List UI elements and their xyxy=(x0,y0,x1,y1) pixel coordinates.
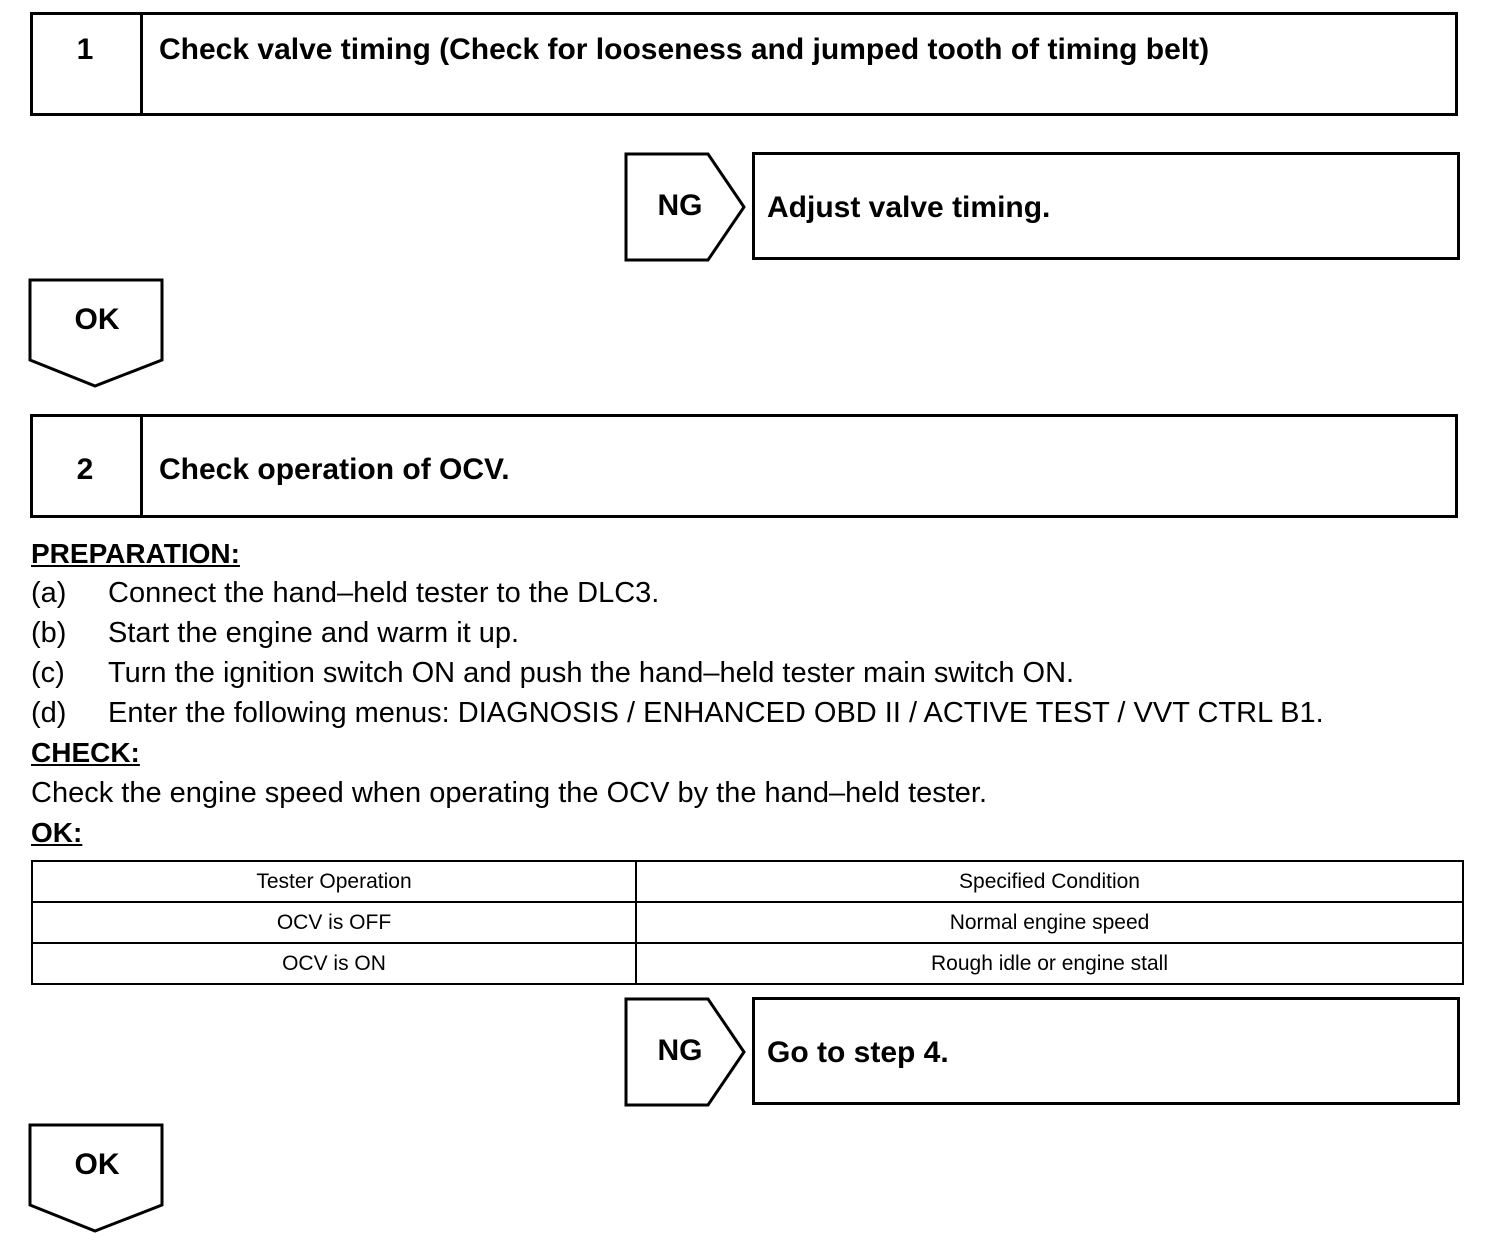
check-text: Check the engine speed when operating the OCV by the hand–held tester. xyxy=(31,777,988,809)
preparation-item-letter: (c) xyxy=(31,657,65,689)
preparation-item-letter: (d) xyxy=(31,697,67,729)
table-cell: Normal engine speed xyxy=(636,902,1463,943)
step-2-ng-action: Go to step 4. xyxy=(767,1036,949,1069)
table-header-cell: Specified Condition xyxy=(636,861,1463,902)
table-cell: OCV is OFF xyxy=(32,902,636,943)
step-2-number-text: 2 xyxy=(76,453,94,486)
table-cell: Rough idle or engine stall xyxy=(636,943,1463,984)
step-1-ng-action: Adjust valve timing. xyxy=(767,191,1051,224)
step-1-ok-label: OK xyxy=(74,303,120,336)
step-1-number xyxy=(33,15,143,113)
table-row xyxy=(32,943,1463,984)
table-header-cell: Tester Operation xyxy=(32,861,636,902)
step-1-ng-label: NG xyxy=(657,189,703,222)
preparation-item-text: Turn the ignition switch ON and push the hand–held tester main switch ON. xyxy=(108,657,1075,689)
step-2-number xyxy=(33,417,143,515)
step-2-ng-action-box xyxy=(752,997,1460,1105)
table-cell: OCV is ON xyxy=(32,943,636,984)
preparation-item-text: Connect the hand–held tester to the DLC3. xyxy=(108,577,660,609)
preparation-item-letter: (a) xyxy=(31,577,67,609)
step-2-header xyxy=(30,414,1458,518)
step-1-header xyxy=(30,12,1458,116)
step-1-number-text: 1 xyxy=(76,33,94,66)
ok-heading: OK: xyxy=(31,817,83,848)
preparation-item-text: Enter the following menus: DIAGNOSIS / ENHANCED OBD II / ACTIVE TEST / VVT CTRL B1. xyxy=(108,697,1324,729)
preparation-item-text: Start the engine and warm it up. xyxy=(108,617,520,649)
specification-table xyxy=(31,860,1464,985)
step-2-title: Check operation of OCV. xyxy=(159,453,510,486)
table-row xyxy=(32,902,1463,943)
table-header-row xyxy=(32,861,1463,902)
preparation-heading: PREPARATION: xyxy=(31,538,240,569)
preparation-item-letter: (b) xyxy=(31,617,67,649)
step-2-ng-label: NG xyxy=(657,1034,703,1067)
step-2-ok-label: OK xyxy=(74,1148,120,1181)
check-heading: CHECK: xyxy=(31,737,140,768)
step-1-title: Check valve timing (Check for looseness and jumped tooth of timing belt) xyxy=(159,33,1210,66)
step-1-ng-action-box xyxy=(752,152,1460,260)
